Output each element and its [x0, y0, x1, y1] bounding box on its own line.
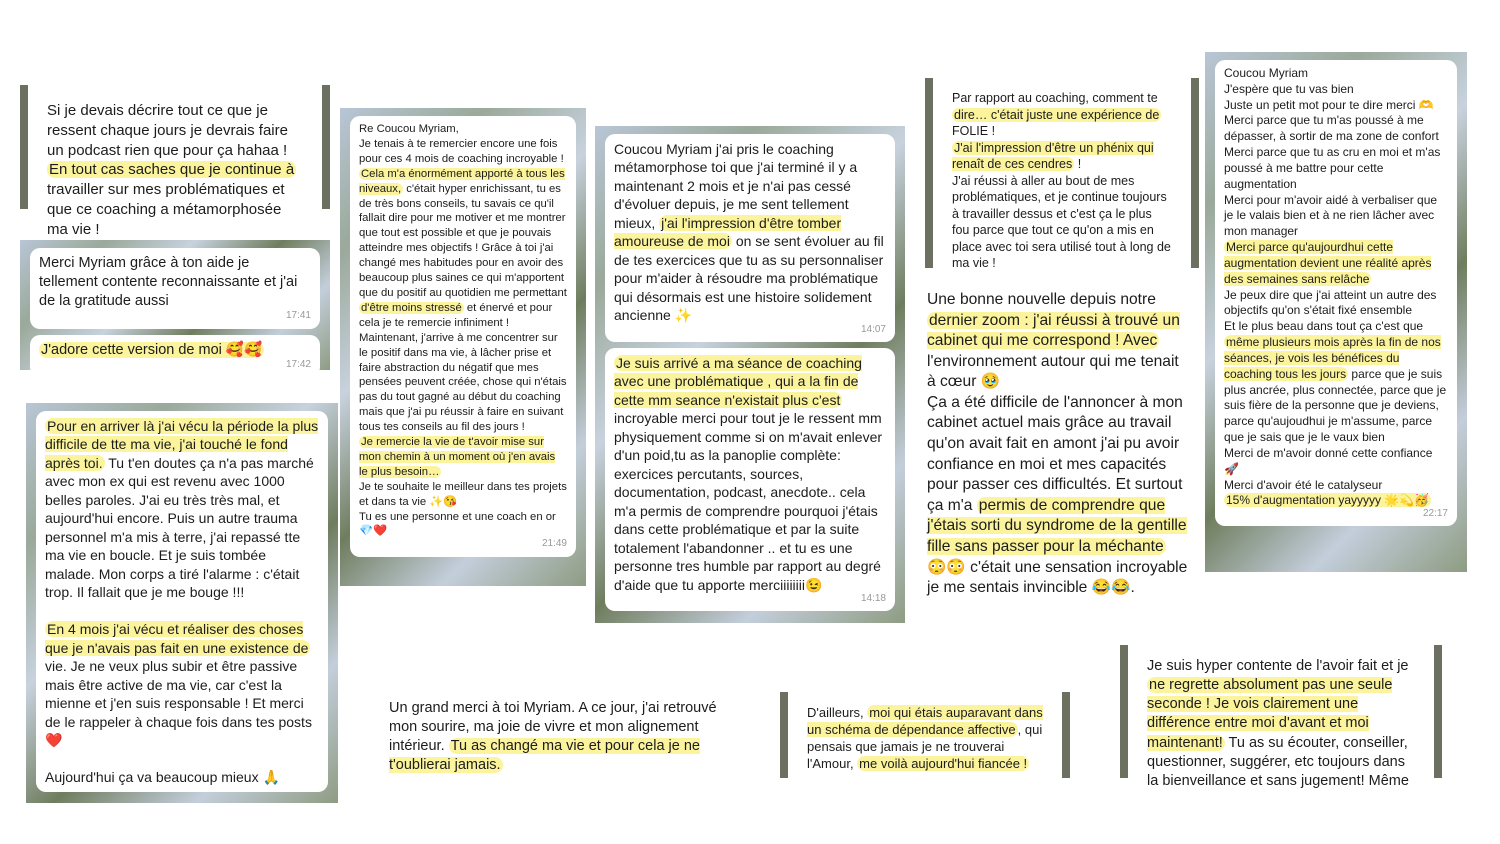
message-segment: Une bonne nouvelle depuis notre: [927, 291, 1156, 308]
message-text: [807, 704, 1043, 773]
message-segment: Aujourd'hui ça va beaucoup mieux 🙏: [45, 768, 280, 785]
message-segment: l'environnement autour qui me tenait à cœur 🥹 Ça a été difficile de l'annoncer à mon cabinet actuel mais grâce au travail qu'on avait fait en amont j'ai pu avoir confiance en moi et mes capacités pour passer ces difficultés. Et surtout ça m'a: [927, 352, 1183, 514]
message-timestamp: 14:18: [860, 592, 886, 604]
testimonial-card: [908, 278, 1208, 597]
message-segment: ! J'ai réussi à aller au bout de mes problématiques, et je continue toujours à travailler dessus et c'est ça le plus fou parce que tout ce qu'on a mis en place avec toi sera utilisé tout à long de ma vie !: [952, 157, 1171, 270]
message-segment: Tu as su écouter, conseiller, questionner, suggérer, etc toujours dans la bienveillance et sans jugement! Même: [1147, 734, 1409, 789]
message-segment: , qui pensais que jamais je ne trouverai l'Amour,: [807, 722, 1043, 772]
message-segment: D'ailleurs,: [807, 705, 868, 720]
message-segment: c'était hyper enrichissant, tu es de très bons conseils, tu savais ce qu'il fallait dire pour me motiver et me montrer que tout est possible et que je pouvais atteindre mes objectifs ! Grâce à toi j'ai changé mes habitudes pour en avoir des beaucoup plus saines ce qui m'apportent que du positif au quotidien me permettant: [359, 182, 567, 299]
highlighted-text: me voilà aujourd'hui fiancée !: [859, 756, 1028, 772]
message-segment: FOLIE !: [952, 124, 996, 138]
message-segment: Je peux dire que j'ai atteint un autre des objectifs qu'on s'était fixé ensemble Et le plus beau dans tout ça c'est que: [1224, 287, 1437, 334]
message-bubble: [605, 348, 895, 611]
highlighted-text: dire… c'était juste une expérience de: [954, 107, 1160, 122]
highlighted-text: même plusieurs mois après la fin de nos séances, je vois les bénéfices du coaching tous les jours: [1224, 335, 1441, 381]
highlighted-text: moi qui étais auparavant dans un schéma de dépendance affective: [807, 705, 1043, 738]
message-text: [614, 354, 886, 594]
testimonial-card: [925, 78, 1199, 268]
testimonial-card: [595, 126, 905, 623]
message-segment: Si je devais décrire tout ce que je ressent chaque jours je devrais faire un podcast rien que pour ça hahaa !: [47, 102, 288, 159]
message-segment: on se sent évoluer au fil de tes exercices que tu as su personnaliser pour m'aider à résoudre ma problématique qui désormais est une histoire solidement ancienne ✨: [614, 233, 884, 324]
highlighted-text: Tu as changé ma vie et pour cela je ne t'oublierai jamais.: [389, 738, 700, 774]
highlighted-text: d'être moins stressé: [361, 301, 462, 314]
message-segment: Coucou Myriam J'espère que tu vas bien Juste un petit mot pour te dire merci 🫶 Merci parce que tu m'as poussé à me dépasser, à sortir de ma zone de confort Merci parce que tu as cru en moi et m'as poussé à me battre pour cette augmentation Merci pour m'avoir aidé à verbaliser que je le valais bien et à ne rien lâcher avec mon manager: [1224, 66, 1441, 239]
highlighted-text: Pour en arriver là j'ai vécu la période la plus difficile de tte ma vie, j'ai touché le fond après toi.: [45, 418, 319, 471]
testimonial-card: [1205, 52, 1467, 572]
testimonial-card: [370, 685, 746, 785]
testimonial-card: [20, 85, 330, 238]
highlighted-text: En 4 mois j'ai vécu et réaliser des choses que je n'avais pas fait en une existence de: [45, 621, 309, 656]
message-segment: Je suis hyper contente de l'avoir fait et je: [1147, 658, 1409, 674]
message-segment: travailler sur mes problématiques et que ce coaching a métamorphosée ma vie !: [47, 181, 285, 238]
message-segment: 😳😳 c'était une sensation incroyable je me sentais invincible 😂😂.: [927, 558, 1188, 597]
message-segment: Re Coucou Myriam, Je tenais à te remercier encore une fois pour ces 4 mois de coaching incroyable !: [359, 123, 564, 165]
message-bubble: [605, 134, 895, 342]
message-segment: Je te souhaite le meilleur dans tes projets et dans ta vie ✨😘 Tu es une personne et une coach en or 💎❤️: [359, 480, 567, 538]
message-timestamp: 17:41: [285, 310, 311, 322]
message-segment: Un grand merci à toi Myriam. A ce jour, j'ai retrouvé mon sourire, ma joie de vivre et mon alignement intérieur.: [389, 700, 717, 755]
highlighted-text: Je remercie la vie de t'avoir mise sur mon chemin à un moment où j'en avais le plus besoin…: [359, 436, 556, 478]
message-segment: incroyable merci pour tout je le ressent mm physiquement comme si on m'avait enlever d'un poid,tu as la panoplie complète: exercices percutants, sources, documentation, podcast, anecdote.. cela m'a permis de comprendre pourquoi j'étais dans cette problématique et par la suite totalement l'abandonner .. et tu es une personne tres humble par rapport au degré d'aide que tu apporte merciiiiiiii😉: [614, 410, 883, 593]
message-segment: et énervé et pour cela je te remercie infiniment ! Maintenant, j'arrive à me concentrer sur le positif dans ma vie, à lâcher prise et faire abstraction du négatif que mes pensées peuvent créée, chose qui n'étais pas du tout gagné au début du coaching mais que j'ai pu réussir à faire en suivant tous tes conseils au fil des jours !: [359, 301, 567, 434]
highlighted-text: dernier zoom : j'ai réussi à trouvé un cabinet qui me correspond ! Avec: [927, 311, 1180, 350]
message-text: [952, 90, 1172, 272]
message-segment: Par rapport au coaching, comment te: [952, 91, 1158, 105]
message-timestamp: 14:07: [860, 323, 886, 335]
highlighted-text: 15% d'augmentation yayyyyy 🌟💫🥳: [1226, 493, 1430, 508]
message-bubble: [943, 84, 1181, 278]
highlighted-text: ne regrette absolument pas une seule seconde ! Je vois clairement une différence entre moi d'avant et moi maintenant!: [1147, 677, 1393, 751]
message-text: [1224, 66, 1448, 509]
message-text: [359, 122, 567, 539]
testimonial-card: [780, 692, 1070, 778]
message-segment: Tu t'en doutes ça n'a pas marché avec mon ex qui est revenu avec 1000 belles paroles. J'ai eu très très mal, et aujourd'hui encore. Puis un autre trauma personnel m'a mis à terre, j'ai repassé tte ma vie en boucle. Et je suis tombée malade. Mon corps a tiré l'alarme : c'était trop. Il fallait que je me bouge !!!: [45, 454, 314, 601]
highlighted-text: Merci parce qu'aujourdhui cette augmentation devient une réalité après des semaines sans relâche: [1224, 240, 1432, 286]
message-text: [389, 699, 727, 776]
highlighted-text: J'ai l'impression d'être un phénix qui renaît de ces cendres: [952, 140, 1154, 171]
testimonial-card: [20, 240, 330, 370]
message-text: [1147, 657, 1415, 791]
highlighted-text: Cela m'a énormément apporté à tous les niveaux,: [359, 167, 565, 195]
message-timestamp: 21:49: [541, 538, 567, 550]
highlighted-text: permis de comprendre que j'étais sorti du syndrome de la gentille fille sans passer pour la méchante: [927, 496, 1187, 555]
message-segment: Coucou Myriam j'ai pris le coaching métamorphose toi que j'ai terminé il y a maintenant 2 mois et je n'ai pas cessé d'évoluer depuis, je me sent tellement mieux,: [614, 141, 858, 231]
highlighted-text: J'adore cette version de moi 🥰🥰: [41, 341, 263, 358]
message-bubble: [36, 411, 328, 792]
message-bubble: [30, 248, 320, 329]
message-text: [45, 417, 319, 786]
highlighted-text: En tout cas saches que je continue à: [49, 161, 295, 179]
message-segment: vie. Je ne veux plus subir et être passive mais être active de ma vie, car c'est la mienne et j'en suis responsable ! Et merci de le rappeler à chaque fois dans tes posts ❤️: [45, 658, 312, 748]
message-bubble: [30, 335, 320, 377]
message-segment: Merci Myriam grâce à ton aide je tellement contente reconnaissante et j'ai de la gratitude aussi: [39, 255, 298, 310]
message-bubble: [350, 116, 576, 557]
message-text: [39, 254, 311, 311]
testimonial-card: [340, 108, 586, 586]
message-bubble: [38, 95, 312, 246]
message-bubble: [1215, 60, 1457, 526]
highlighted-text: j'ai l'impression d'être tomber amoureuse de moi: [614, 214, 842, 250]
message-timestamp: 17:42: [285, 358, 311, 370]
message-bubble: [380, 693, 736, 782]
message-text: [614, 140, 886, 325]
testimonial-card: [1120, 645, 1442, 789]
message-text: [47, 101, 303, 240]
highlighted-text: Je suis arrivé a ma séance de coaching avec une problématique , qui a la fin de cette mm seance n'existait plus c'est: [614, 354, 862, 408]
message-timestamp: 22:17: [1422, 508, 1448, 520]
message-bubble: [798, 698, 1052, 779]
message-bubble: [918, 284, 1198, 605]
message-segment: parce que je suis plus ancrée, plus connectée, parce que je suis fière de la personne que je deviens, parce qu'aujoudhui je m'assume, parce que je sais que je le vaux bien Merci de m'avoir donné cette confiance 🚀 Merci d'avoir été le catalyseur: [1224, 366, 1447, 492]
message-text: [927, 290, 1189, 599]
message-bubble: [1138, 651, 1424, 797]
testimonial-card: [26, 403, 338, 803]
